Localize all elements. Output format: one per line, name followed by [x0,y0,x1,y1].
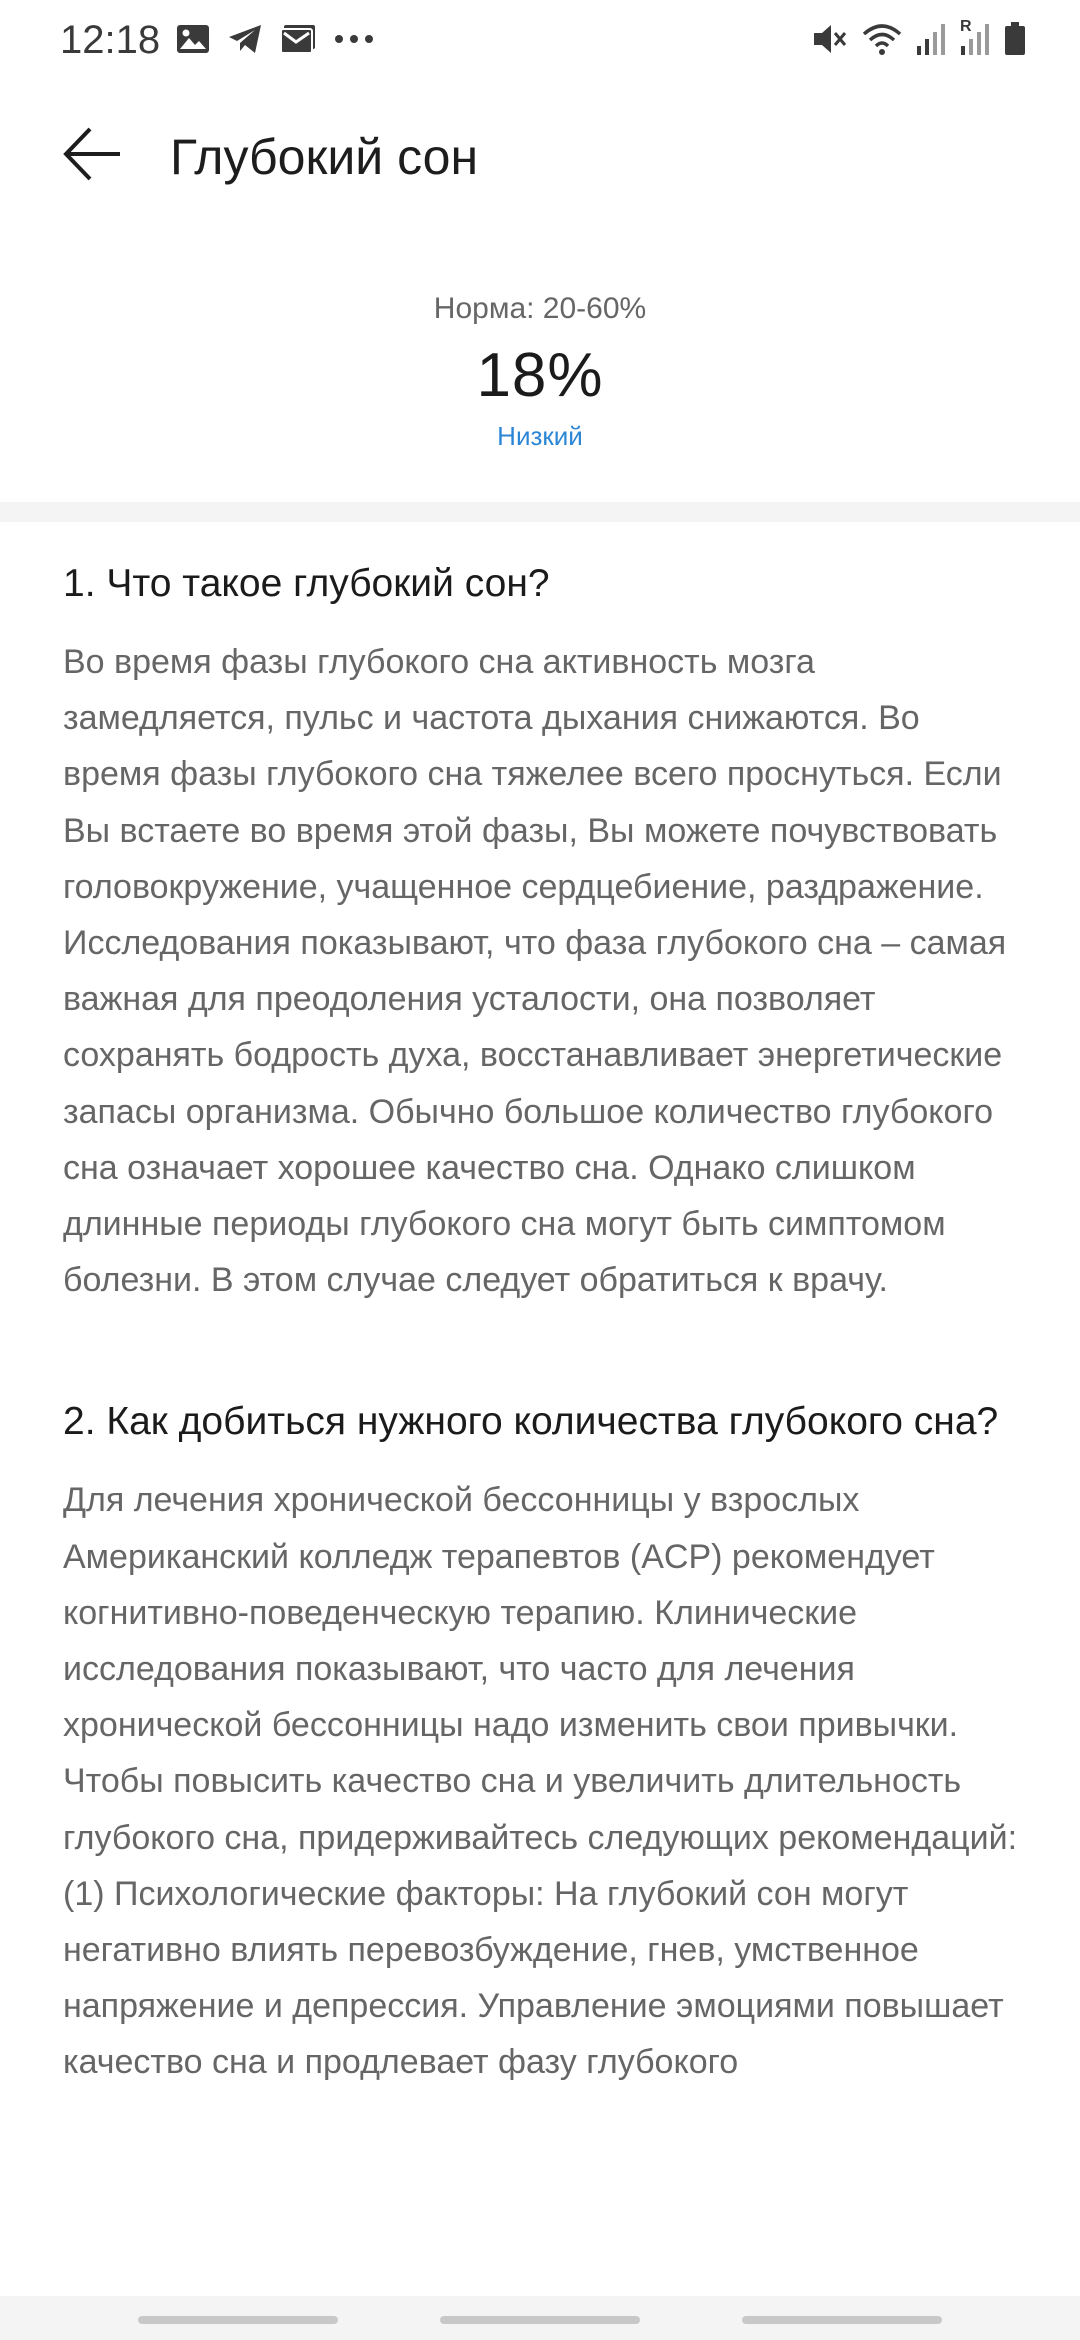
nav-back-handle[interactable] [742,2316,942,2324]
back-button[interactable] [56,118,128,190]
roaming-signal-icon [960,22,990,56]
system-icons [812,18,1026,56]
wifi-icon [862,22,902,56]
status-label: Низкий [497,421,583,451]
mail-icon [280,24,316,54]
section-heading: 1. Что такое глубокий сон? [63,562,550,605]
page-title: Глубокий сон [170,129,479,185]
image-icon [176,24,210,54]
roaming-label: R [960,18,972,35]
mute-icon [812,22,848,56]
more-dots-icon [334,33,374,45]
deep-sleep-value: 18% [476,341,604,410]
section-body: Во время фазы глубокого сна активность мозга замедляется, пульс и частота дыхания снижаются. Во время фазы глубокого сна тяжелее всего проснуться. Если Вы встаете во время этой фазы, Вы можете почувствовать головокружение, учащенное сердцебиение, раздражение. Исследования показывают, что фаза глубокого сна – самая важная для преодоления усталости, она позволяет сохранять бодрость духа, восстанавливает энергетические запасы организма. Обычно большое количество глубокого сна означает хорошее качество сна. Однако слишком длинные периоды глубокого сна могут быть симптомом болезни. В этом случае следует обратиться к врачу. [63,643,1007,1300]
app-bar [0,100,1080,220]
status-time: 12:18 [60,18,161,62]
nav-recent-handle[interactable] [138,2316,338,2324]
telegram-icon [228,24,262,54]
section-what-is-deep-sleep [63,560,1023,1308]
section-body-continued: (1) Психологические факторы: На глубокий сон могут негативно влиять перевозбуждение, гнев, умственное напряжение и депрессия. Управление эмоциями повышает качество сна и продлевает фазу глубокого [63,1874,1004,2082]
nav-home-handle[interactable] [440,2316,640,2324]
section-body: Для лечения хронической бессонницы у взрослых Американский колледж терапевтов (ACP) рекомендует когнитивно-поведенческую терапию. Клинические исследования показывают, что часто для лечения хронической бессонницы надо изменить свои привычки. Чтобы повысить качество сна и увеличить длительность глубокого сна, придерживайтесь следующих рекомендаций: [63,1481,1018,1857]
signal-icon [916,22,946,56]
status-bar [0,0,1080,84]
article-content [63,560,1023,2091]
section-heading: 2. Как добиться нужного количества глубокого сна? [63,1400,999,1444]
sleep-summary [0,292,1080,452]
arrow-back-icon [62,126,122,182]
section-how-to-get-deep-sleep [63,1398,1023,2090]
battery-icon [1004,22,1026,56]
navigation-bar [0,2296,1080,2340]
notification-icons [176,24,374,54]
norm-label: Норма: 20-60% [433,292,647,325]
section-divider [0,502,1080,522]
roaming-signal [960,18,990,56]
